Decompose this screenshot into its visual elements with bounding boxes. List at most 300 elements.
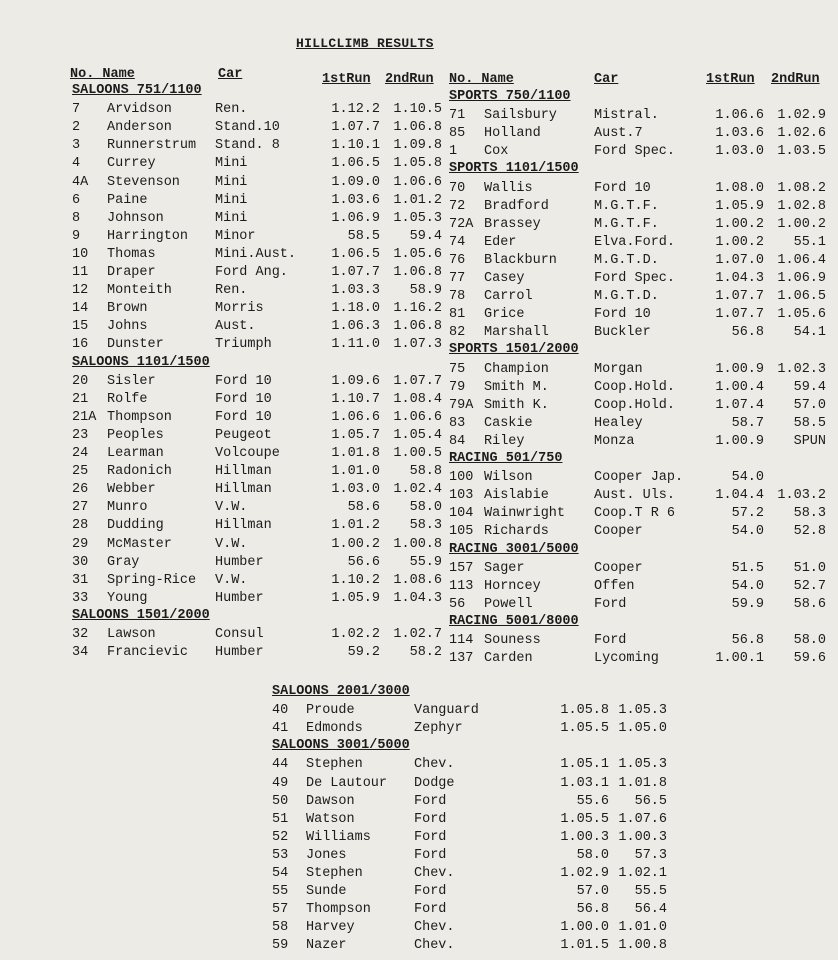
first-run-time: 55.6 <box>576 793 609 809</box>
driver-name: Thompson <box>306 902 371 918</box>
car-model: Ford <box>414 847 447 863</box>
car-model: Ford 10 <box>594 307 651 323</box>
result-row <box>0 505 838 523</box>
driver-name: Draper <box>107 265 156 280</box>
car-model: Triumph <box>215 337 272 353</box>
first-run-time: 1.03.1 <box>560 775 609 791</box>
second-run-time: 56.4 <box>634 902 667 918</box>
driver-name: Webber <box>107 482 156 498</box>
first-run-time: 1.06.3 <box>331 319 380 335</box>
result-row <box>0 901 838 919</box>
second-run-time: 1.05.4 <box>393 427 442 443</box>
class-heading: SPORTS 750/1100 <box>449 89 571 104</box>
second-run-time: 1.01.2 <box>393 192 442 208</box>
first-run-time: 1.00.9 <box>715 433 764 449</box>
second-run-time: 1.06.8 <box>393 265 442 280</box>
car-model: Minor <box>215 228 256 244</box>
first-run-time: 1.00.2 <box>715 234 764 250</box>
entry-number: 49 <box>272 775 289 791</box>
driver-name: Runnerstrum <box>107 138 197 154</box>
header-run2-left: 2ndRun <box>385 72 434 87</box>
entry-number: 10 <box>72 246 89 262</box>
second-run-time: 51.0 <box>793 560 826 576</box>
header-no-name-right: No. Name <box>449 72 514 87</box>
car-model: Vanguard <box>414 703 479 719</box>
car-model: Ford Spec. <box>594 271 676 286</box>
driver-name: Thomas <box>107 246 156 262</box>
entry-number: 78 <box>449 289 466 305</box>
second-run-time: 1.00.5 <box>393 446 442 461</box>
entry-number: 70 <box>449 180 466 196</box>
first-run-time: 1.06.5 <box>331 156 380 172</box>
car-model: M.G.T.D. <box>594 252 659 268</box>
second-run-time: 58.8 <box>409 464 442 480</box>
driver-name: Paine <box>107 192 148 208</box>
first-run-time: 57.2 <box>731 506 764 522</box>
entry-number: 16 <box>72 337 89 353</box>
class-heading: SPORTS 1101/1500 <box>449 161 579 177</box>
entry-number: 51 <box>272 811 289 827</box>
car-model: Stand.10 <box>215 120 280 136</box>
entry-number: 103 <box>449 488 474 504</box>
second-run-time: 1.03.2 <box>777 488 826 504</box>
entry-number: 85 <box>449 126 466 142</box>
second-run-time: 58.3 <box>793 506 826 522</box>
driver-name: Caskie <box>484 415 533 431</box>
driver-name: Lawson <box>107 627 156 642</box>
second-run-time: 1.16.2 <box>393 301 442 317</box>
driver-name: Jones <box>306 847 347 863</box>
class-heading: SPORTS 1501/2000 <box>449 342 579 358</box>
first-run-time: 1.06.9 <box>331 210 380 226</box>
driver-name: McMaster <box>107 536 172 552</box>
class-heading: SALOONS 751/1100 <box>72 83 202 98</box>
first-run-time: 59.9 <box>731 596 764 612</box>
second-run-time: 58.6 <box>793 596 826 612</box>
first-run-time: 58.6 <box>347 500 380 516</box>
second-run-time: 1.03.5 <box>777 144 826 160</box>
driver-name: Munro <box>107 500 148 516</box>
second-run-time: 1.01.0 <box>618 920 667 936</box>
car-model: Coop.T R 6 <box>594 506 676 522</box>
result-row <box>0 702 838 720</box>
entry-number: 81 <box>449 307 466 323</box>
second-run-time: 54.1 <box>793 325 826 341</box>
result-row <box>0 125 838 143</box>
entry-number: 12 <box>72 283 89 299</box>
car-model: Cooper <box>594 524 643 540</box>
first-run-time: 1.07.0 <box>715 252 764 268</box>
driver-name: Stevenson <box>107 174 180 190</box>
first-run-time: 1.05.5 <box>560 721 609 737</box>
entry-number: 31 <box>72 572 89 588</box>
header-no-name-left: No. Name <box>70 67 135 82</box>
car-model: Dodge <box>414 775 455 791</box>
second-run-time: 55.5 <box>634 884 667 900</box>
car-model: Stand. 8 <box>215 138 280 154</box>
result-row <box>0 415 838 433</box>
first-run-time: 51.5 <box>731 560 764 576</box>
second-run-time: 1.00.3 <box>618 829 667 845</box>
first-run-time: 58.7 <box>731 415 764 431</box>
result-row <box>0 793 838 811</box>
first-run-time: 56.8 <box>731 633 764 648</box>
result-row <box>0 216 838 234</box>
first-run-time: 1.01.0 <box>331 464 380 480</box>
entry-number: 76 <box>449 252 466 268</box>
entry-number: 104 <box>449 506 474 522</box>
driver-name: Bradford <box>484 198 549 214</box>
car-model: Aust. <box>215 319 256 335</box>
driver-name: Stephen <box>306 757 363 773</box>
first-run-time: 1.07.7 <box>715 307 764 323</box>
second-run-time: 52.8 <box>793 524 826 540</box>
car-model: Coop.Hold. <box>594 379 676 395</box>
result-row <box>0 847 838 865</box>
entry-number: 32 <box>72 627 89 642</box>
second-run-time: 1.07.7 <box>393 373 442 389</box>
car-model: Ford Spec. <box>594 144 676 160</box>
car-model: Ford <box>594 633 627 648</box>
entry-number: 79 <box>449 379 466 395</box>
second-run-time: 1.02.9 <box>777 108 826 124</box>
first-run-time: 1.09.6 <box>331 373 380 389</box>
car-model: Humber <box>215 590 264 606</box>
entry-number: 44 <box>272 757 289 773</box>
entry-number: 83 <box>449 415 466 431</box>
first-run-time: 1.10.1 <box>331 138 380 154</box>
second-run-time: 1.07.3 <box>393 337 442 353</box>
car-model: Volcoupe <box>215 446 280 461</box>
car-model: Ford <box>414 811 447 827</box>
car-model: Ford 10 <box>594 180 651 196</box>
driver-name: Williams <box>306 829 371 845</box>
entry-number: 30 <box>72 554 89 570</box>
car-model: Mistral. <box>594 108 659 124</box>
entry-number: 54 <box>272 866 289 881</box>
driver-name: Francievic <box>107 645 189 661</box>
car-model: M.G.T.F. <box>594 216 659 232</box>
car-model: Ren. <box>215 283 248 299</box>
entry-number: 4 <box>72 156 81 172</box>
first-run-time: 1.05.9 <box>331 590 380 606</box>
driver-name: Edmonds <box>306 721 363 737</box>
car-model: Mini.Aust. <box>215 246 297 262</box>
driver-name: Casey <box>484 271 525 286</box>
car-model: Hillman <box>215 482 272 498</box>
first-run-time: 1.00.3 <box>560 829 609 845</box>
entry-number: 52 <box>272 829 289 845</box>
driver-name: Currey <box>107 156 156 172</box>
driver-name: Sailsbury <box>484 108 557 124</box>
car-model: Chev. <box>414 866 455 881</box>
second-run-time: 55.9 <box>409 554 442 570</box>
second-run-time: 1.07.6 <box>618 811 667 827</box>
car-model: Chev. <box>414 757 455 773</box>
class-heading: SALOONS 2001/3000 <box>272 684 410 699</box>
driver-name: Souness <box>484 633 541 648</box>
car-model: Morgan <box>594 361 643 377</box>
second-run-time: 1.02.8 <box>777 198 826 214</box>
entry-number: 50 <box>272 793 289 809</box>
entry-number: 137 <box>449 651 474 667</box>
driver-name: Wilson <box>484 470 533 486</box>
first-run-time: 1.00.2 <box>715 216 764 232</box>
entry-number: 82 <box>449 325 466 341</box>
first-run-time: 1.12.2 <box>331 102 380 118</box>
driver-name: Gray <box>107 554 140 570</box>
entry-number: 72 <box>449 198 466 214</box>
car-model: Mini <box>215 174 248 190</box>
result-row <box>0 107 838 125</box>
second-run-time: 1.05.6 <box>393 246 442 262</box>
driver-name: Proude <box>306 703 355 719</box>
second-run-time: 1.00.8 <box>393 536 442 552</box>
second-run-time: 1.08.2 <box>777 180 826 196</box>
header-car-right: Car <box>594 72 619 87</box>
second-run-time: 1.06.4 <box>777 252 826 268</box>
first-run-time: 58.5 <box>347 228 380 244</box>
second-run-time: 1.05.8 <box>393 156 442 172</box>
driver-name: Richards <box>484 524 549 540</box>
first-run-time: 1.05.7 <box>331 427 380 443</box>
result-row <box>0 361 838 379</box>
first-run-time: 1.07.7 <box>331 265 380 280</box>
header-car-left: Car <box>218 67 243 82</box>
first-run-time: 1.00.4 <box>715 379 764 395</box>
first-run-time: 54.0 <box>731 578 764 594</box>
result-row <box>0 288 838 306</box>
entry-number: 28 <box>72 518 89 534</box>
second-run-time: 58.2 <box>409 645 442 661</box>
entry-number: 21 <box>72 391 89 407</box>
driver-name: De Lautour <box>306 775 388 791</box>
car-model: Cooper Jap. <box>594 470 684 486</box>
entry-number: 3 <box>72 138 81 154</box>
driver-name: Cox <box>484 144 509 160</box>
class-heading: RACING 5001/8000 <box>449 613 579 629</box>
first-run-time: 56.8 <box>576 902 609 918</box>
entry-number: 1 <box>449 144 458 160</box>
entry-number: 57 <box>272 902 289 918</box>
result-row <box>0 937 838 955</box>
driver-name: Wallis <box>484 180 533 196</box>
driver-name: Powell <box>484 596 533 612</box>
first-run-time: 1.10.2 <box>331 572 380 588</box>
second-run-time: 59.4 <box>793 379 826 395</box>
entry-number: 105 <box>449 524 474 540</box>
car-model: Ford <box>594 596 627 612</box>
first-run-time: 1.03.6 <box>715 126 764 142</box>
entry-number: 9 <box>72 228 81 244</box>
car-model: Ren. <box>215 102 248 118</box>
second-run-time: 1.06.8 <box>393 319 442 335</box>
second-run-time: 58.9 <box>409 283 442 299</box>
driver-name: Dawson <box>306 793 355 809</box>
first-run-time: 1.01.8 <box>331 446 380 461</box>
second-run-time: 1.02.1 <box>618 866 667 881</box>
driver-name: Brown <box>107 301 148 317</box>
first-run-time: 1.06.6 <box>715 108 764 124</box>
second-run-time: 1.06.5 <box>777 289 826 305</box>
entry-number: 71 <box>449 108 466 124</box>
car-model: Mini <box>215 156 248 172</box>
car-model: Hillman <box>215 464 272 480</box>
entry-number: 21A <box>72 409 97 425</box>
first-run-time: 1.02.9 <box>560 866 609 881</box>
driver-name: Smith K. <box>484 397 549 413</box>
first-run-time: 1.07.7 <box>331 120 380 136</box>
second-run-time: 1.00.2 <box>777 216 826 232</box>
entry-number: 14 <box>72 301 89 317</box>
car-model: Humber <box>215 645 264 661</box>
driver-name: Smith M. <box>484 379 549 395</box>
second-run-time: 59.4 <box>409 228 442 244</box>
result-row <box>0 234 838 252</box>
header-run2-right: 2ndRun <box>771 72 820 87</box>
second-run-time: 57.0 <box>793 397 826 413</box>
car-model: Monza <box>594 433 635 449</box>
car-model: Hillman <box>215 518 272 534</box>
second-run-time: 1.02.6 <box>777 126 826 142</box>
first-run-time: 1.00.2 <box>331 536 380 552</box>
car-model: Aust. Uls. <box>594 488 676 504</box>
driver-name: Horncey <box>484 578 541 594</box>
first-run-time: 1.05.1 <box>560 757 609 773</box>
first-run-time: 1.09.0 <box>331 174 380 190</box>
first-run-time: 1.07.7 <box>715 289 764 305</box>
first-run-time: 56.6 <box>347 554 380 570</box>
first-run-time: 54.0 <box>731 470 764 486</box>
car-model: Ford Ang. <box>215 265 288 280</box>
driver-name: Peoples <box>107 427 164 443</box>
entry-number: 114 <box>449 633 474 648</box>
first-run-time: 1.05.5 <box>560 811 609 827</box>
second-run-time: 1.08.4 <box>393 391 442 407</box>
driver-name: Learman <box>107 446 164 461</box>
first-run-time: 1.00.1 <box>715 651 764 667</box>
second-run-time: 1.09.8 <box>393 138 442 154</box>
second-run-time: 58.3 <box>409 518 442 534</box>
driver-name: Holland <box>484 126 541 142</box>
driver-name: Watson <box>306 811 355 827</box>
first-run-time: 1.08.0 <box>715 180 764 196</box>
entry-number: 7 <box>72 102 81 118</box>
entry-number: 26 <box>72 482 89 498</box>
second-run-time: 1.01.8 <box>618 775 667 791</box>
car-model: Buckler <box>594 325 651 341</box>
result-row <box>0 487 838 505</box>
driver-name: Nazer <box>306 938 347 954</box>
entry-number: 100 <box>449 470 474 486</box>
car-model: Cooper <box>594 560 643 576</box>
first-run-time: 1.05.9 <box>715 198 764 214</box>
entry-number: 59 <box>272 938 289 954</box>
driver-name: Carrol <box>484 289 533 305</box>
entry-number: 74 <box>449 234 466 250</box>
driver-name: Johnson <box>107 210 164 226</box>
entry-number: 11 <box>72 265 89 280</box>
car-model: Mini <box>215 192 248 208</box>
second-run-time: 1.05.6 <box>777 307 826 323</box>
driver-name: Sunde <box>306 884 347 900</box>
entry-number: 56 <box>449 596 466 612</box>
entry-number: 53 <box>272 847 289 863</box>
car-model: Chev. <box>414 938 455 954</box>
result-row <box>0 252 838 270</box>
second-run-time: 58.0 <box>409 500 442 516</box>
result-row <box>0 578 838 596</box>
entry-number: 77 <box>449 271 466 286</box>
entry-number: 84 <box>449 433 466 449</box>
car-model: Healey <box>594 415 643 431</box>
driver-name: Harrington <box>107 228 189 244</box>
first-run-time: 1.03.3 <box>331 283 380 299</box>
second-run-time: 1.05.3 <box>393 210 442 226</box>
second-run-time: 1.06.8 <box>393 120 442 136</box>
second-run-time: 1.04.3 <box>393 590 442 606</box>
result-row <box>0 180 838 198</box>
second-run-time: 58.0 <box>793 633 826 648</box>
car-model: Ford <box>414 829 447 845</box>
result-row <box>0 756 838 774</box>
first-run-time: 1.01.2 <box>331 518 380 534</box>
first-run-time: 56.8 <box>731 325 764 341</box>
second-run-time: 1.06.9 <box>777 271 826 286</box>
driver-name: Johns <box>107 319 148 335</box>
driver-name: Spring-Rice <box>107 572 197 588</box>
driver-name: Riley <box>484 433 525 449</box>
driver-name: Grice <box>484 307 525 323</box>
car-model: M.G.T.F. <box>594 198 659 214</box>
car-model: Elva.Ford. <box>594 234 676 250</box>
second-run-time: 56.5 <box>634 793 667 809</box>
first-run-time: 1.04.3 <box>715 271 764 286</box>
car-model: Consul <box>215 627 264 642</box>
car-model: Ford 10 <box>215 391 272 407</box>
driver-name: Aislabie <box>484 488 549 504</box>
first-run-time: 1.02.2 <box>331 627 380 642</box>
result-row <box>0 143 838 161</box>
result-row <box>0 811 838 829</box>
class-heading: SALOONS 1501/2000 <box>72 607 210 623</box>
car-model: Offen <box>594 578 635 594</box>
driver-name: Stephen <box>306 866 363 881</box>
entry-number: 27 <box>72 500 89 516</box>
entry-number: 34 <box>72 645 89 661</box>
result-row <box>0 469 838 487</box>
header-run1-left: 1stRun <box>322 72 371 87</box>
car-model: V.W. <box>215 500 248 516</box>
driver-name: Harvey <box>306 920 355 936</box>
driver-name: Rolfe <box>107 391 148 407</box>
first-run-time: 1.01.5 <box>560 938 609 954</box>
result-row <box>0 650 838 668</box>
first-run-time: 57.0 <box>576 884 609 900</box>
first-run-time: 54.0 <box>731 524 764 540</box>
result-row <box>0 720 838 738</box>
driver-name: Marshall <box>484 325 549 341</box>
driver-name: Carden <box>484 651 533 667</box>
first-run-time: 1.03.0 <box>331 482 380 498</box>
car-model: Mini <box>215 210 248 226</box>
driver-name: Monteith <box>107 283 172 299</box>
entry-number: 113 <box>449 578 474 594</box>
second-run-time: 1.00.8 <box>618 938 667 954</box>
first-run-time: 1.07.4 <box>715 397 764 413</box>
first-run-time: 1.04.4 <box>715 488 764 504</box>
result-row <box>0 270 838 288</box>
